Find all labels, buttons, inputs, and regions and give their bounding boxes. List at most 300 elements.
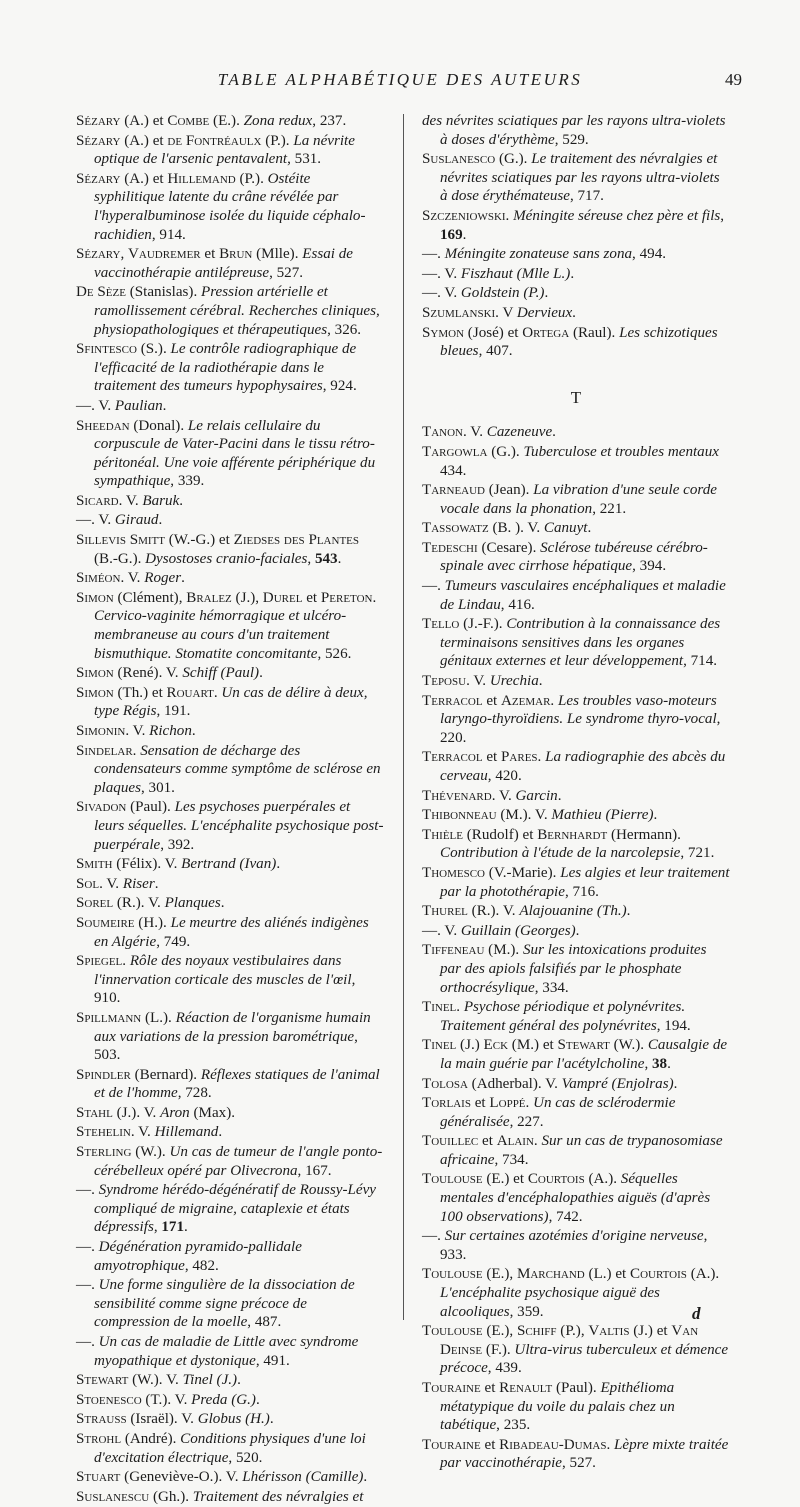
entry-text: Targowla xyxy=(422,443,488,460)
index-entry xyxy=(422,423,730,442)
entry-text: Valtis xyxy=(588,1323,630,1340)
entry-text: (Gh.). xyxy=(149,1488,193,1505)
index-entry xyxy=(422,150,730,206)
index-entry xyxy=(76,1488,384,1507)
entry-text: , 734. xyxy=(494,1151,529,1168)
entry-text: (E.), xyxy=(482,1323,517,1340)
entry-text: Azemar xyxy=(501,692,551,709)
index-entry xyxy=(76,589,384,663)
index-entry xyxy=(76,1391,384,1410)
entry-text: , 716. xyxy=(564,883,599,900)
entry-text: Ortega xyxy=(522,324,570,341)
index-entry xyxy=(76,1276,384,1332)
entry-text: et xyxy=(302,589,321,606)
entry-text: (Hermann). xyxy=(607,826,681,843)
entry-text: —. xyxy=(422,1228,445,1245)
entry-text: Stewart xyxy=(76,1372,129,1389)
entry-text: et xyxy=(482,692,502,709)
entry-text: 434. xyxy=(440,462,467,479)
entry-text: Le contrôle radiographique de l'efficacité de la radiothérapie dans le traitement des tumeurs hypophysaires xyxy=(94,341,357,395)
entry-text: Guillain (Georges) xyxy=(460,922,576,939)
entry-text: 543 xyxy=(314,550,338,567)
entry-text: Vaudremer xyxy=(128,246,201,263)
entry-text: . xyxy=(162,397,167,414)
entry-text: , 194. xyxy=(656,1017,691,1034)
entry-text: Tinel xyxy=(422,1037,457,1054)
entry-text: Pares xyxy=(501,749,538,766)
entry-text: (René). V. xyxy=(113,665,183,682)
entry-text: Stuart xyxy=(76,1469,121,1486)
entry-text: —. xyxy=(76,1334,99,1350)
entry-text: . V xyxy=(495,304,517,321)
entry-text: Smith xyxy=(76,856,113,873)
index-entry xyxy=(422,615,730,671)
entry-text: Contribution à la connaissance des terminaisons sensitives dans les organes génitaux externes et leur développement xyxy=(440,616,721,670)
entry-text: . V. xyxy=(463,424,487,441)
entry-text: . xyxy=(276,856,281,873)
entry-text: Bernhardt xyxy=(537,826,608,843)
entry-text: . xyxy=(572,304,576,321)
entry-text: , 721. xyxy=(680,845,715,862)
entry-text: . xyxy=(525,1095,534,1112)
entry-text: . xyxy=(544,285,549,302)
entry-text: , 191. xyxy=(156,703,191,720)
index-entry xyxy=(422,748,730,785)
entry-text: Lèpre mixte traitée par vaccinothérapie xyxy=(440,1436,729,1472)
entry-text: (Donal). xyxy=(129,417,188,434)
entry-text: —. V. xyxy=(422,922,461,939)
entry-text: (L.). xyxy=(141,1009,176,1026)
entry-text: (Jean). xyxy=(485,482,534,499)
entry-text: Suslanescu xyxy=(76,1488,150,1505)
entry-text: Réaction de l'organisme humain aux variations de la pression barométrique xyxy=(94,1009,371,1045)
entry-text: Séquelles mentales d'encéphalopathies aiguës (d'après 100 observations) xyxy=(440,1171,711,1225)
index-entry xyxy=(76,245,384,282)
entry-text: Cazeneuve xyxy=(486,424,553,441)
entry-text: Méningite séreuse chez père et fils xyxy=(513,207,721,224)
entry-text: . xyxy=(363,1469,368,1486)
index-entry xyxy=(76,132,384,169)
entry-text: (A.) et xyxy=(120,113,168,129)
entry-text: Schiff (Paul) xyxy=(182,665,260,682)
entry-text: et xyxy=(482,749,502,766)
entry-text: (J.) xyxy=(456,1037,484,1054)
entry-text: . xyxy=(552,424,556,441)
index-entry xyxy=(76,952,384,1008)
entry-text: . V. xyxy=(491,787,516,804)
entry-text: . xyxy=(587,520,592,537)
entry-text: Sorel xyxy=(76,895,114,912)
entry-text: (A.) et xyxy=(120,132,168,149)
entry-text: Siméon xyxy=(76,570,121,587)
entry-text: et xyxy=(470,1095,490,1112)
entry-text: Strohl xyxy=(76,1430,122,1447)
entry-text: (Félix). V. xyxy=(112,856,182,873)
entry-text: Marchand xyxy=(516,1266,585,1283)
entry-text: . V. xyxy=(466,673,490,690)
index-entry xyxy=(76,855,384,874)
entry-text: . V. xyxy=(125,723,150,739)
entry-text: Méningite zonateuse sans zona xyxy=(444,246,633,263)
entry-text: Sensation de décharge des condensateurs comme symptôme de sclérose en plaques xyxy=(94,742,381,796)
index-entry xyxy=(76,1181,384,1237)
entry-text: Tinel (J.) xyxy=(182,1372,238,1389)
index-entry xyxy=(76,1238,384,1275)
entry-text: . xyxy=(537,749,546,766)
entry-text: Sézary xyxy=(76,132,121,149)
index-entry xyxy=(76,1104,384,1123)
entry-text: Stehelin xyxy=(76,1124,131,1141)
entry-text: Un cas de délire à deux, type Régis xyxy=(94,684,368,720)
index-entry xyxy=(422,1170,730,1226)
index-entry xyxy=(422,922,730,941)
entry-text: —. V. xyxy=(422,265,461,282)
entry-text: (José) et xyxy=(464,324,523,341)
entry-text: Sfintesco xyxy=(76,341,137,358)
entry-text: (F.). xyxy=(482,1341,515,1358)
entry-text: Thurel xyxy=(422,903,468,920)
entry-text: , 420. xyxy=(487,768,522,784)
entry-text: Ribadeau-Dumas xyxy=(499,1436,607,1453)
entry-text: , xyxy=(120,246,128,263)
index-entry xyxy=(76,1430,384,1467)
entry-text: (E.). xyxy=(209,113,244,129)
entry-text: (J.-F.). xyxy=(459,616,507,633)
entry-text: . V. xyxy=(130,1124,155,1141)
entry-text: Sézary xyxy=(76,170,121,187)
index-entry xyxy=(76,742,384,798)
entry-text: Sclérose tubéreuse cérébro-spinale avec cirrhose hépatique xyxy=(440,539,708,575)
entry-text: Sur les intoxications produites par des apiols falsifiés par le phosphate orthocrésylique xyxy=(440,942,707,996)
entry-text: Thibonneau xyxy=(422,807,497,824)
entry-text: Sterling xyxy=(76,1144,132,1161)
entry-text: (B.-G.). xyxy=(94,550,146,567)
entry-text: —. xyxy=(76,1277,99,1294)
entry-text: . xyxy=(533,1133,542,1150)
entry-text: . xyxy=(570,265,575,282)
entry-text: Cervico-vaginite hémorragique et ulcéro-membraneuse au cours d'un traitement bismuthique. Stomatite concomitante xyxy=(94,608,347,662)
entry-text: Touraine xyxy=(422,1380,481,1396)
entry-text: . V. xyxy=(99,875,123,892)
entry-text: (W.). xyxy=(131,1144,170,1161)
entry-text: . xyxy=(372,589,377,606)
entry-text: Aron xyxy=(160,1104,190,1121)
running-title: TABLE ALPHABÉTIQUE DES AUTEURS xyxy=(217,70,583,89)
entry-text: La radiographie des abcès du cerveau xyxy=(440,749,726,784)
entry-text: , 520. xyxy=(228,1449,263,1466)
entry-text: —. V. xyxy=(422,285,461,302)
index-entry xyxy=(422,577,730,614)
entry-text: Ziedses des Plantes xyxy=(233,532,359,549)
entry-text: De Sèze xyxy=(76,284,126,301)
entry-text: Sézary xyxy=(76,113,121,129)
index-entry xyxy=(76,1143,384,1180)
entry-text: (A.). xyxy=(686,1266,720,1283)
entry-text: Renault xyxy=(499,1380,553,1396)
entry-text: Thièle xyxy=(422,826,463,843)
entry-text: , 742. xyxy=(548,1208,583,1225)
entry-text: , 339. xyxy=(170,473,205,490)
index-entry xyxy=(76,170,384,244)
entry-text: . xyxy=(213,684,222,701)
entry-text: , 416. xyxy=(500,596,535,613)
entry-text: Riser xyxy=(122,875,155,892)
entry-text: Conditions physiques d'une loi d'excitation électrique xyxy=(94,1430,366,1466)
entry-text: (Stanislas). xyxy=(125,284,201,301)
entry-text: , 749. xyxy=(156,933,191,950)
entry-text: , 221. xyxy=(592,500,627,517)
entry-text: —. xyxy=(76,1239,99,1256)
index-entry xyxy=(422,1227,730,1264)
entry-text: (G.). xyxy=(487,443,524,460)
entry-text: Un cas de maladie de Little avec syndrome myopathique et dystonique xyxy=(94,1334,359,1369)
entry-text: Loppé xyxy=(489,1095,526,1112)
entry-text: (Geneviève-O.). V. xyxy=(120,1469,243,1486)
entry-text: . xyxy=(158,512,163,529)
index-entry xyxy=(422,539,730,576)
entry-text: , 527. xyxy=(269,264,304,281)
entry-text: Sheedan xyxy=(76,417,130,434)
entry-text: Courtois xyxy=(527,1171,585,1188)
index-entry xyxy=(422,1379,730,1435)
index-entry xyxy=(422,902,730,921)
entry-text: , xyxy=(720,207,725,224)
entry-text: (W.). xyxy=(609,1037,648,1054)
index-entry xyxy=(76,112,384,131)
right-s-entries xyxy=(422,112,730,361)
entry-text: . xyxy=(269,1411,274,1428)
entry-text: (B. ). V. xyxy=(488,520,544,537)
index-entry xyxy=(422,1436,730,1473)
entry-text: , 237. xyxy=(312,113,347,129)
entry-text: Urechia xyxy=(489,673,539,690)
index-entry xyxy=(422,1094,730,1131)
entry-text: Torlais xyxy=(422,1095,471,1112)
entry-text: Simon xyxy=(76,684,114,701)
entry-text: Symon xyxy=(422,324,465,341)
entry-text: Vampré (Enjolras) xyxy=(561,1075,674,1092)
entry-text: Bralez xyxy=(186,589,232,606)
index-entry xyxy=(76,492,384,511)
entry-text: Touraine xyxy=(422,1436,481,1453)
entry-text: Szczeniowski xyxy=(422,207,506,224)
entry-text: Pereton xyxy=(320,589,373,606)
entry-text: . xyxy=(505,207,514,224)
entry-text: (A.) et xyxy=(120,170,168,187)
entry-text: Durel xyxy=(262,589,303,606)
index-entry xyxy=(422,1322,730,1378)
entry-text: . xyxy=(575,922,580,939)
index-entry xyxy=(76,511,384,530)
entry-text: Toulouse xyxy=(422,1171,483,1188)
entry-text: Touillec xyxy=(422,1133,479,1150)
index-entry xyxy=(76,1009,384,1065)
index-entry xyxy=(422,519,730,538)
entry-text: Rôle des noyaux vestibulaires dans l'innervation corticale des muscles de l'œil xyxy=(94,953,352,988)
entry-text: , xyxy=(153,1219,162,1236)
entry-text: , 910. xyxy=(94,971,356,1007)
index-entry xyxy=(422,284,730,303)
entry-text: Sivadon xyxy=(76,799,127,816)
index-entry xyxy=(422,443,730,480)
entry-text: (P.). xyxy=(235,170,268,187)
entry-text: Toulouse xyxy=(422,1266,483,1283)
index-entry xyxy=(76,1410,384,1429)
entry-text: , 494. xyxy=(632,246,667,263)
entry-text: Spiegel xyxy=(76,953,123,970)
entry-text: Teposu xyxy=(422,673,467,690)
entry-text: (J.), xyxy=(231,589,263,606)
entry-text: Alajouanine (Th.) xyxy=(519,903,627,920)
entry-text: (Israël). V. xyxy=(126,1411,198,1428)
entry-text: (A.). xyxy=(584,1171,621,1188)
index-entry xyxy=(76,397,384,416)
index-entry xyxy=(76,914,384,951)
entry-text: Lhérisson (Camille) xyxy=(242,1469,364,1486)
entry-text: (R.). V. xyxy=(113,895,165,912)
entry-text: (V.-Marie). xyxy=(485,864,561,881)
index-entry xyxy=(76,894,384,913)
entry-text: , 526. xyxy=(317,645,352,662)
entry-text: , 326. xyxy=(327,321,362,338)
entry-text: Tinel xyxy=(422,999,457,1016)
entry-text: . xyxy=(122,953,130,970)
entry-text: , 487. xyxy=(247,1314,282,1331)
entry-text: , xyxy=(644,1055,652,1072)
entry-text: Stahl xyxy=(76,1104,113,1121)
entry-text: Tedeschi xyxy=(422,539,478,556)
entry-text: Brun xyxy=(219,246,253,263)
entry-text: (T.). V. xyxy=(141,1391,192,1408)
entry-text: , xyxy=(307,550,315,567)
index-entry xyxy=(422,304,730,323)
entry-text: Baruk xyxy=(142,492,180,509)
entry-text: Courtois xyxy=(630,1266,687,1283)
entry-text: , 301. xyxy=(140,779,175,796)
entry-text: Une forme singulière de la dissociation de sensibilité comme signe précoce de compression de la moelle xyxy=(94,1277,355,1331)
entry-text: Toulouse xyxy=(422,1323,483,1340)
entry-text: (P.), xyxy=(556,1323,589,1340)
entry-text: Strauss xyxy=(76,1411,127,1428)
index-entry xyxy=(76,684,384,721)
index-entry xyxy=(422,1265,730,1321)
index-entry xyxy=(422,1132,730,1169)
entry-text: Le meurtre des aliénés indigènes en Algérie xyxy=(94,914,369,950)
entry-text: et xyxy=(480,1380,500,1396)
entry-text: —. xyxy=(76,1182,99,1199)
index-entry xyxy=(422,1075,730,1094)
entry-text: Giraud xyxy=(114,512,159,529)
entry-text: 171 xyxy=(161,1219,185,1236)
index-entry xyxy=(76,417,384,491)
entry-text: . xyxy=(237,1372,241,1389)
entry-text: , 394. xyxy=(632,558,667,575)
index-entry xyxy=(422,787,730,806)
index-entry xyxy=(422,324,730,361)
entry-text: Richon xyxy=(149,723,192,739)
entry-text: Dervieux xyxy=(516,304,573,321)
entry-text: Tassowatz xyxy=(422,520,489,537)
index-entry xyxy=(76,722,384,741)
entry-text: , 529. xyxy=(554,131,589,148)
entry-text: . xyxy=(220,895,225,912)
entry-text: Paulian xyxy=(114,397,163,414)
entry-text: (Raul). xyxy=(569,324,620,341)
entry-text: Canuyt xyxy=(543,520,588,537)
entry-text: et xyxy=(200,246,220,263)
entry-text: (L.) et xyxy=(584,1266,631,1283)
entry-text: , 728. xyxy=(177,1085,212,1102)
entry-text: . xyxy=(606,1436,614,1453)
entry-text: Epithélioma métatypique du voile du palais chez un tabétique xyxy=(440,1380,675,1434)
entry-text: Spindler xyxy=(76,1066,131,1083)
entry-text: Combe xyxy=(167,113,210,129)
entry-text: Sol xyxy=(76,875,100,892)
entry-text: —. xyxy=(422,246,445,263)
entry-text: (Cesare). xyxy=(477,539,541,556)
entry-text: Sillevis Smitt xyxy=(76,532,165,549)
entry-text: Les algies et leur traitement par la photothérapie xyxy=(440,864,730,900)
index-entry xyxy=(76,664,384,683)
entry-text: Thomesco xyxy=(422,864,486,881)
entry-text: (Adherbal). V. xyxy=(467,1075,562,1092)
entry-text: , 482. xyxy=(184,1257,219,1274)
entry-text: La vibration d'une seule corde vocale dans la phonation xyxy=(440,482,717,517)
entry-text: Globus (H.) xyxy=(197,1411,270,1428)
entry-text: Les troubles vaso-moteurs laryngo-thyroïdiens. Le syndrome thyro-vocal xyxy=(440,692,717,728)
entry-text: 169 xyxy=(440,226,463,243)
entry-text: Stewart xyxy=(557,1037,610,1054)
index-entry xyxy=(422,864,730,901)
entry-text: Soumeire xyxy=(76,914,135,931)
index-entry xyxy=(76,531,384,568)
entry-text: (W.). V. xyxy=(128,1372,183,1389)
entry-text: Stoenesco xyxy=(76,1391,142,1408)
index-entry xyxy=(422,207,730,244)
entry-text: Fiszhaut (Mlle L.) xyxy=(460,265,571,282)
entry-text: 38 xyxy=(651,1055,668,1072)
entry-text: Tuberculose et troubles mentaux xyxy=(523,443,719,460)
entry-text: —. V. xyxy=(76,397,115,414)
entry-text: Sicard xyxy=(76,492,119,509)
entry-text: . xyxy=(154,875,159,892)
entry-text: —. V. xyxy=(76,512,115,529)
entry-text: Schiff xyxy=(516,1323,557,1340)
index-entry xyxy=(76,875,384,894)
entry-text: Les schizotiques bleues xyxy=(440,324,718,360)
entry-text: Preda (G.) xyxy=(191,1391,256,1408)
entry-text: Traitement des névralgies et xyxy=(192,1488,364,1505)
entry-text: Tumeurs vasculaires encéphaliques et maladie de Lindau xyxy=(440,578,726,613)
index-entry xyxy=(422,672,730,691)
entry-text: Un cas de tumeur de l'angle ponto-cérébelleux opéré par Olivecrona xyxy=(94,1144,383,1179)
entry-text: —. xyxy=(422,578,445,595)
entry-text: (R.). V. xyxy=(467,903,520,920)
entry-text: Tarneaud xyxy=(422,482,485,499)
entry-text: . xyxy=(550,692,558,709)
entry-text: Simon xyxy=(76,589,114,606)
entry-text: (M.) et xyxy=(508,1037,558,1054)
entry-text: L'encéphalite psychosique aiguë des alcooliques xyxy=(440,1285,660,1320)
index-entry xyxy=(76,1333,384,1370)
column-divider xyxy=(403,114,404,1320)
entry-text: (Mlle). xyxy=(252,246,303,263)
entry-text: Terracol xyxy=(422,692,483,709)
entry-text: , 531. xyxy=(287,151,322,168)
entry-text: (M.). xyxy=(484,942,523,959)
entry-text: , 527. xyxy=(561,1455,596,1472)
entry-text: , 914. xyxy=(151,226,186,243)
